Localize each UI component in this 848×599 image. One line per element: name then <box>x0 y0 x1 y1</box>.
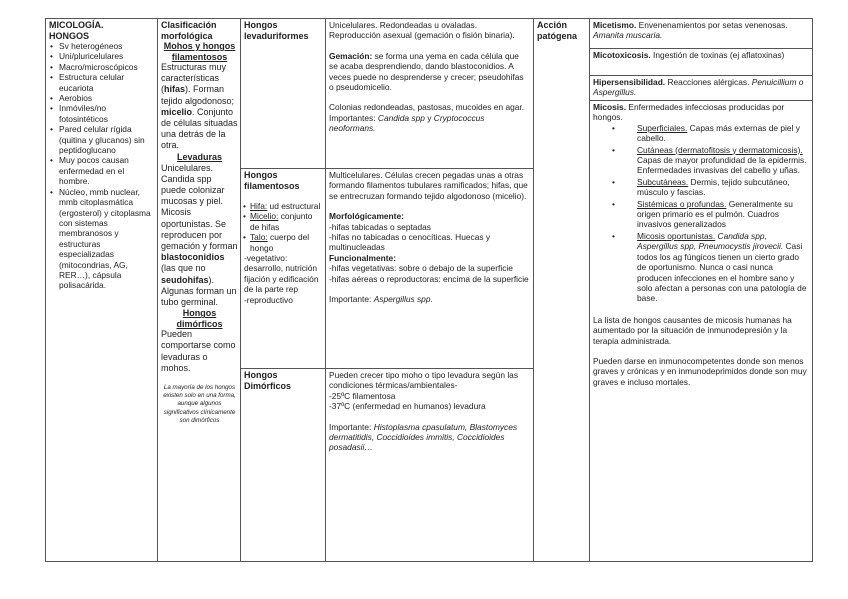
list-item: • Uni/pluricelulares <box>59 51 154 61</box>
label-filamentosos-cell <box>241 169 325 368</box>
list-item: • Estructura celular eucariota <box>59 72 154 93</box>
list-item: • Sv heterogéneos <box>59 41 154 51</box>
filamentosos-description: Multicelulares. Células crecen pegadas unas a otras formando filamentos tubulares ramificados; hifas, que se entrecruzan formando tejido algodonoso (micelio). Morfológicamente: -hifas tabicadas o septadas -hifas no tabicadas o cenocíticas. Huecas y multinucleadas Funcionalmente: -hifas vegetativas: sobre o debajo de la superficie -hifas aéreas o reproductoras: encima de la superficie Importante: Aspergillus spp. <box>329 170 529 305</box>
list-item: • Núcleo, mmb nuclear, mmb citoplasmática (ergosterol) y citoplasma con sistemas membranosos y estructuras especializadas (mitocondrias, AG, RER…), cápsula polisacárida. <box>59 187 154 291</box>
subheading-dimorficos: Hongos dimórficos <box>176 308 223 329</box>
column-header: Clasificación morfológica <box>161 20 217 41</box>
list-item: • Aerobios <box>59 93 154 103</box>
col-micologia-hongos <box>46 19 157 561</box>
list-item: • Hifa: ud estructural <box>250 201 322 211</box>
list-item: • Subcutáneas. Dermis, tejido subcutáneo, músculo y fascias. <box>637 177 809 198</box>
filamentosos-terms <box>244 201 322 253</box>
label-accion-patogena: Acción patógena <box>537 20 578 41</box>
micosis-types-list <box>593 123 809 304</box>
list-item: • Superficiales. Capas más externas de piel y cabello. <box>637 123 809 144</box>
dimorficos-description: Pueden comportarse como levaduras o mohos. <box>161 329 236 373</box>
subheading-levaduras: Levaduras <box>176 151 223 162</box>
label-dimorficos: Hongos Dimórficos <box>244 370 292 391</box>
subheading-mohos: Mohos y hongos filamentosos <box>163 41 236 62</box>
list-item: • Talo: cuerpo del hongo <box>250 232 322 253</box>
dimorficos-description: Pueden crecer tipo moho o tipo levadura según las condiciones térmicas/ambientales- -25ºC filamentosa -37ºC (enfermedad en humanos) levadura Importante: Histoplasma cpasulatum, Blastomyces dermatitidis, Coccidioides immitis, Coccidioides posadasii… <box>329 370 519 453</box>
mohos-description: Estructuras muy características (hifas). Forman tejido algodonoso; micelio. Conjunto de células situadas una detrás de la otra. <box>161 62 238 151</box>
table-border-bottom <box>45 561 813 562</box>
col-clasificacion-morfologica <box>158 19 240 561</box>
list-item: • Pared celular rígida (quitina y glucanos) sin peptidoglucano <box>59 124 154 155</box>
section-title: MICOLOGÍA. HONGOS <box>49 20 104 41</box>
hipersensibilidad-cell: Hipersensibilidad. Reacciones alérgicas. Penuicillium o Aspergillus. <box>593 77 804 98</box>
list-item: • Cutáneas (dermatofitosis y dermatomicosis). Capas de mayor profundidad de la epidermis. Enfermedades invasivas del cabello y uñas. <box>637 145 809 176</box>
micosis-para-1: La lista de hongos causantes de micosis humanas ha aumentado por la situación de inmunodepresión y la terapia administrada. <box>593 314 792 346</box>
list-item: • Micelio: conjunto de hifas <box>250 211 322 232</box>
micosis-para-2: Pueden darse en inmunocompetentes donde son menos graves y crónicas y en inmunodeprimidos donde son muy graves e incluso mortales. <box>593 355 807 387</box>
talo-reproductivo: -reproductivo <box>244 294 293 305</box>
list-item: • Muy pocos causan enfermedad en el hombre. <box>59 155 154 186</box>
micotoxicosis-cell: Micotoxicosis. Ingestión de toxinas (ej aflatoxinas) <box>593 50 785 60</box>
footnote: La mayoría de los hongos existen solo en una forma, aunque algunos significativos clínicamente son dimórficos <box>163 384 236 424</box>
list-item: • Micosis oportunistas. Candida spp, Aspergillus spp, Pneumocystis jirovecii. Casi todos los ag fúngicos tienen un cierto grado de oportunismo. Nunca o casi nunca producen infecciones en el hombre sano y solo afectan a personas con una patología de base. <box>637 231 809 304</box>
characteristics-list <box>49 41 154 291</box>
label-levaduriformes: Hongos levaduriformes <box>244 20 309 41</box>
levaduras-description: Unicelulares. Candida spp puede colonizar mucosas y piel. Micosis oportunistas. Se reproducen por gemación y forman blastoconidios (las que no seudohifas). Algunas forman un tubo germinal. <box>161 162 238 308</box>
micosis-cell: Micosis. Enfermedades infecciosas producidas por hongos. • Superficiales. Capas más externas de piel y cabello. • Cutáneas (dermatofitosis y dermatomicosis). Capas de mayor profundidad de la epidermis. Enfermedades invasivas del cabello y uñas. • Subcutáneas. Dermis, tejido subcutáneo, músculo y fascias. • Sistémicas o profundas. Generalmente su origen primario es el pulmón. Cuadros invasivos generalizados • Micosis oportunistas. Candida spp, Aspergillus spp, Pneumocystis jirovecii. Casi todos los ag fúngicos tienen un cierto grado de oportunismo. Nunca o casi nunca producen infecciones en el hombre sano y solo afectan a personas con una patología de base. La lista de hongos causantes de micosis humanas ha aumentado por la situación de inmunodepresión y la terapia administrada. Pueden darse en inmunocompetentes donde son menos graves y crónicas y en inmunodeprimidos donde son muy graves e incluso mortales. <box>590 101 812 561</box>
talo-vegetativo: -vegetativo: desarrollo, nutrición fijación y edificación de la parte rep <box>244 253 319 295</box>
micetismo-cell: Micetismo. Envenenamientos por setas venenosas. Amanita muscaria. <box>593 20 788 41</box>
list-item: • Inmóviles/no fotosintéticos <box>59 103 154 124</box>
list-item: • Sistémicas o profundas. Generalmente su origen primario es el pulmón. Cuadros invasivos generalizados <box>637 199 809 230</box>
list-item: • Macro/microscópicos <box>59 62 154 72</box>
levaduriformes-description: Unicelulares. Redondeadas u ovaladas. Reproducción asexual (gemación o fisión binaria). Gemación: se forma una yema en cada célula que se acaba desprendiendo, dando blastoconidios. A veces puede no desprenderse y crecer; pseudohifas o pseudomicelio. Colonias redondeadas, pastosas, mucoides en agar. Importantes: Candida spp y Cryptococcus neoformans. <box>329 20 525 134</box>
label-filamentosos: Hongos filamentosos <box>244 170 300 191</box>
